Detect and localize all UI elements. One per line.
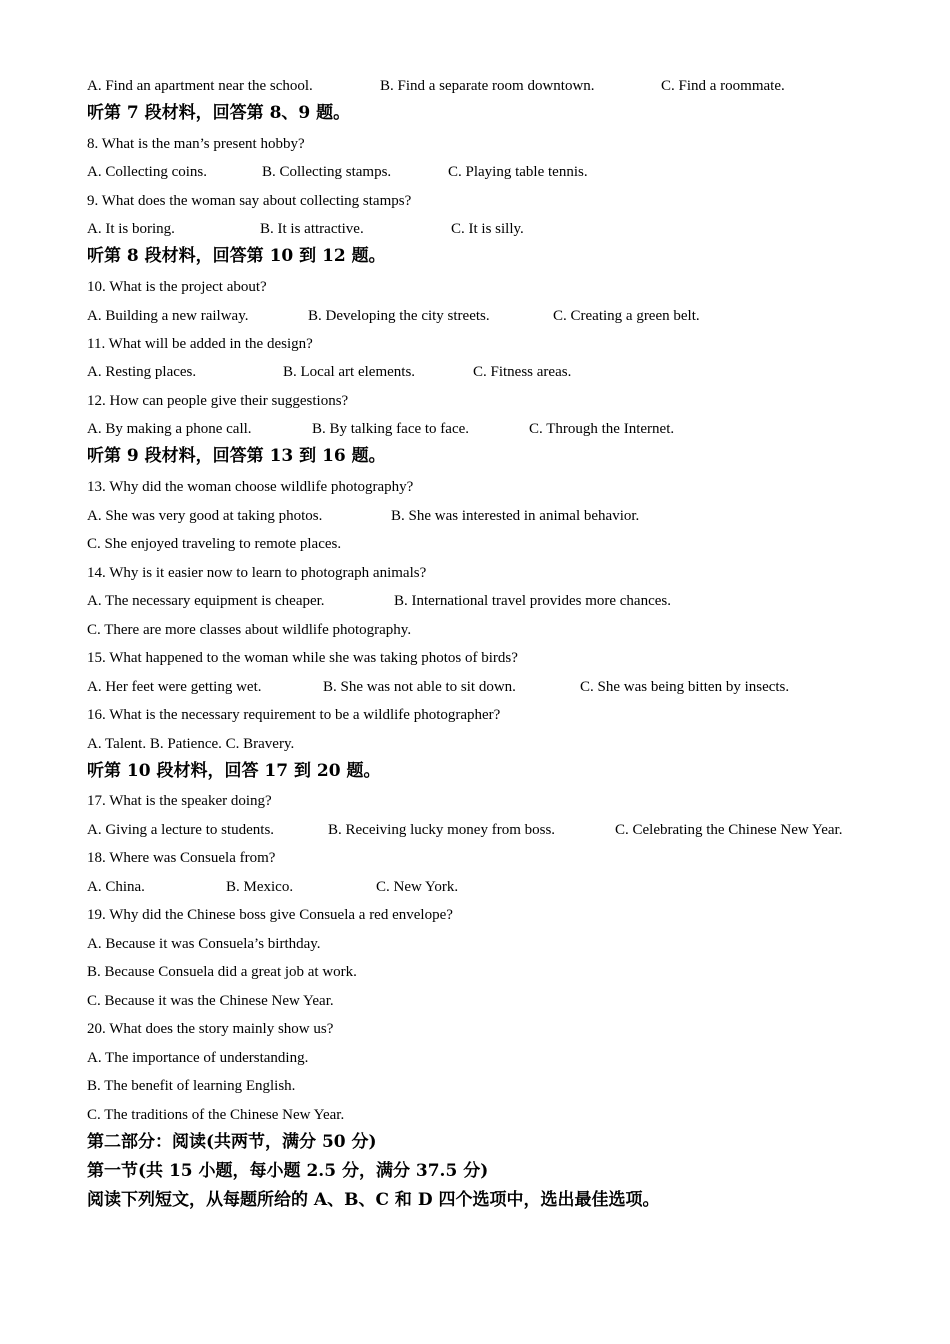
- option-b: B. Find a separate room downtown.: [380, 78, 595, 94]
- question: 13. Why did the woman choose wildlife photography?: [87, 479, 414, 495]
- option-a: A. Her feet were getting wet.: [87, 679, 262, 695]
- section-heading: 听第 7 段材料，回答第 8、9 题。: [87, 103, 351, 123]
- section-heading: 听第 9 段材料，回答第 13 到 16 题。: [87, 446, 386, 466]
- question: 10. What is the project about?: [87, 279, 267, 295]
- option-c: C. New York.: [376, 879, 459, 895]
- option-a: A. Giving a lecture to students.: [87, 822, 275, 838]
- option-a: A. Collecting coins.: [87, 164, 207, 180]
- options-line: A. Talent. B. Patience. C. Bravery.: [87, 736, 295, 752]
- option-c: C. She enjoyed traveling to remote places.: [87, 536, 342, 552]
- option-b: B. It is attractive.: [260, 221, 364, 237]
- option-a: A. The importance of understanding.: [87, 1050, 309, 1066]
- question: 17. What is the speaker doing?: [87, 793, 272, 809]
- option-c: C. It is silly.: [451, 221, 524, 237]
- option-c: C. Through the Internet.: [529, 421, 675, 437]
- question: 14. Why is it easier now to learn to photograph animals?: [87, 565, 427, 581]
- option-a: A. Building a new railway.: [87, 308, 249, 324]
- option-b: B. She was not able to sit down.: [323, 679, 516, 695]
- option-a: A. Resting places.: [87, 364, 197, 380]
- option-c: C. There are more classes about wildlife photography.: [87, 622, 412, 638]
- option-a: A. Because it was Consuela’s birthday.: [87, 936, 321, 952]
- option-b: B. The benefit of learning English.: [87, 1078, 296, 1094]
- option-a: A. Find an apartment near the school.: [87, 78, 313, 94]
- question: 8. What is the man’s present hobby?: [87, 136, 305, 152]
- option-b: B. International travel provides more chances.: [394, 593, 671, 609]
- question: 15. What happened to the woman while she was taking photos of birds?: [87, 650, 518, 666]
- option-a: A. China.: [87, 879, 145, 895]
- question: 11. What will be added in the design?: [87, 336, 313, 352]
- option-a: A. The necessary equipment is cheaper.: [87, 593, 325, 609]
- option-a: A. She was very good at taking photos.: [87, 508, 323, 524]
- option-c: C. The traditions of the Chinese New Year.: [87, 1107, 345, 1123]
- option-c: C. Celebrating the Chinese New Year.: [615, 822, 843, 838]
- instructions: 阅读下列短文，从每题所给的 A、B、C 和 D 四个选项中，选出最佳选项。: [87, 1190, 660, 1210]
- option-b: B. Because Consuela did a great job at work.: [87, 964, 357, 980]
- option-c: C. Fitness areas.: [473, 364, 572, 380]
- option-c: C. Creating a green belt.: [553, 308, 700, 324]
- option-b: B. Receiving lucky money from boss.: [328, 822, 556, 838]
- question: 12. How can people give their suggestions?: [87, 393, 349, 409]
- section-heading: 第一节(共 15 小题，每小题 2.5 分，满分 37.5 分): [87, 1161, 489, 1181]
- question: 19. Why did the Chinese boss give Consuela a red envelope?: [87, 907, 453, 923]
- option-b: B. Mexico.: [226, 879, 294, 895]
- option-a: A. It is boring.: [87, 221, 175, 237]
- option-b: B. Developing the city streets.: [308, 308, 490, 324]
- section-heading: 听第 10 段材料，回答 17 到 20 题。: [87, 761, 381, 781]
- section-heading: 听第 8 段材料，回答第 10 到 12 题。: [87, 246, 386, 266]
- option-b: B. She was interested in animal behavior.: [391, 508, 640, 524]
- option-b: B. Collecting stamps.: [262, 164, 392, 180]
- option-c: C. Because it was the Chinese New Year.: [87, 993, 334, 1009]
- question: 20. What does the story mainly show us?: [87, 1021, 334, 1037]
- option-b: B. By talking face to face.: [312, 421, 470, 437]
- question: 9. What does the woman say about collecting stamps?: [87, 193, 412, 209]
- option-c: C. Playing table tennis.: [448, 164, 588, 180]
- question: 18. Where was Consuela from?: [87, 850, 276, 866]
- part-heading: 第二部分：阅读(共两节，满分 50 分): [87, 1132, 377, 1152]
- option-c: C. She was being bitten by insects.: [580, 679, 790, 695]
- option-c: C. Find a roommate.: [661, 78, 785, 94]
- option-a: A. By making a phone call.: [87, 421, 252, 437]
- option-b: B. Local art elements.: [283, 364, 416, 380]
- question: 16. What is the necessary requirement to be a wildlife photographer?: [87, 707, 501, 723]
